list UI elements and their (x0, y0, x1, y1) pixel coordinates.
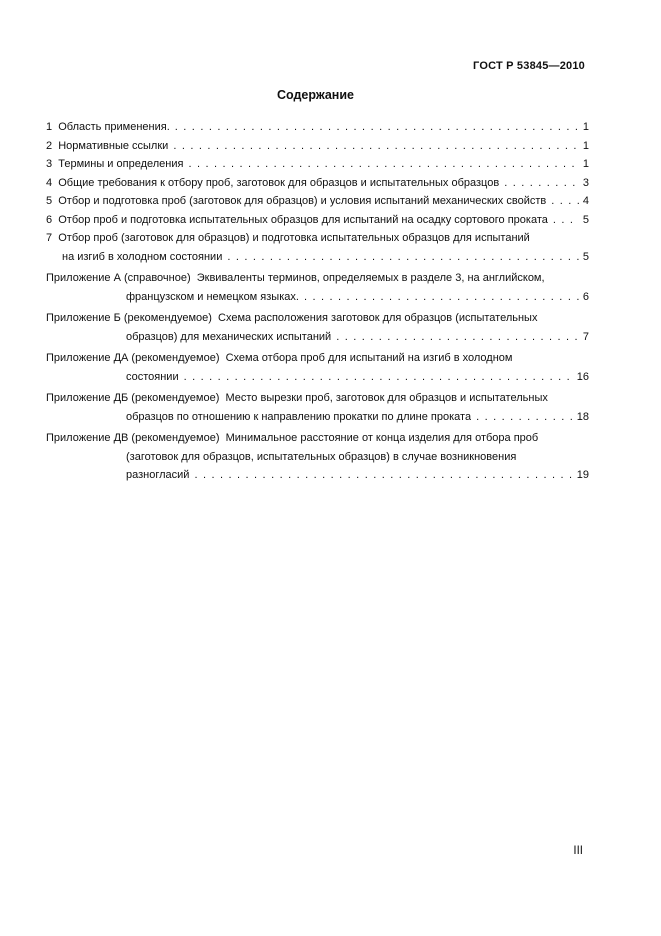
toc-entry (46, 118, 589, 137)
dot-leader (476, 408, 573, 427)
toc-entry-line (46, 349, 589, 368)
dot-leader (304, 288, 579, 307)
toc-entry-line (46, 192, 589, 211)
toc-entry-line (46, 408, 589, 427)
toc-entry-line (46, 155, 589, 174)
toc-entry (46, 174, 589, 193)
toc-entry-text: (заготовок для образцов, испытательных образцов) в случае возникновения (126, 450, 517, 463)
dot-leader (188, 155, 578, 174)
dot-leader (173, 137, 579, 156)
toc-entry (46, 155, 589, 174)
toc-entry-line (46, 389, 589, 408)
toc-entry-text: 1 Область применения. (46, 121, 170, 133)
toc-entry-text: 5 Отбор и подготовка проб (заготовок для образцов) и условия испытаний механических свойств (46, 195, 547, 207)
toc-entry-text: 6 Отбор проб и подготовка испытательных образцов для испытаний на осадку сортового проката (46, 213, 548, 226)
dot-leader (553, 211, 579, 230)
toc-entry-line (46, 288, 589, 307)
dot-leader (336, 328, 579, 347)
toc-entry (46, 309, 589, 346)
toc-entry-line (46, 328, 589, 347)
toc-entry-text: состоянии (126, 370, 179, 383)
toc-entry-line (46, 248, 589, 267)
dot-leader (551, 192, 579, 211)
toc-entry-line (46, 368, 589, 387)
toc-entry-line (46, 429, 589, 448)
toc-entry-line (46, 137, 589, 156)
toc-page-number: 16 (576, 370, 589, 383)
toc-entry-text: 7 Отбор проб (заготовок для образцов) и подготовка испытательных образцов для испытаний (46, 232, 530, 244)
table-of-contents (0, 118, 661, 485)
toc-entry-text: Приложение А (справочное) Эквиваленты терминов, определяемых в разделе 3, на английском, (46, 272, 545, 284)
toc-page-number: 4 (582, 195, 589, 207)
toc-entry-line (46, 229, 589, 248)
toc-page-number: 18 (576, 410, 589, 423)
toc-entry-line (46, 466, 589, 485)
toc-entry-text: на изгиб в холодном состоянии (62, 250, 223, 263)
toc-page-number: 5 (582, 213, 589, 226)
toc-entry-line (46, 211, 589, 230)
toc-entry-line (46, 269, 589, 288)
toc-entry-line (46, 448, 589, 467)
dot-leader (175, 118, 579, 137)
toc-entry-text: разногласий (126, 469, 190, 481)
toc-entry (46, 229, 589, 266)
toc-entry-text: Приложение ДА (рекомендуемое) Схема отбора проб для испытаний на изгиб в холодном (46, 352, 513, 364)
doc-number: ГОСТ Р 53845—2010 (473, 60, 585, 72)
toc-page-number: 19 (576, 469, 589, 481)
toc-entry-line (46, 309, 589, 328)
toc-entry-text: 4 Общие требования к отбору проб, заготовок для образцов и испытательных образцов (46, 176, 500, 189)
toc-entry-text: 2 Нормативные ссылки (46, 139, 169, 152)
footer-page-number: III (573, 845, 583, 857)
toc-entry (46, 192, 589, 211)
dot-leader (184, 368, 573, 387)
toc-page-number: 5 (582, 250, 589, 263)
toc-page-number: 1 (582, 158, 589, 170)
toc-entry (46, 349, 589, 386)
toc-entry (46, 389, 589, 426)
toc-entry-text: французском и немецком языках. (126, 290, 299, 303)
toc-page-number: 3 (582, 176, 589, 189)
toc-entry (46, 137, 589, 156)
toc-entry-text: Приложение ДБ (рекомендуемое) Место вырезки проб, заготовок для образцов и испытательных (46, 392, 548, 404)
dot-leader (194, 466, 572, 485)
toc-page-number: 7 (582, 330, 589, 343)
toc-entry (46, 211, 589, 230)
toc-entry-text: 3 Термины и определения (46, 158, 184, 170)
toc-entry-text: Приложение ДВ (рекомендуемое) Минимальное расстояние от конца изделия для отбора проб (46, 432, 539, 444)
toc-entry (46, 429, 589, 485)
toc-page-number: 1 (582, 139, 589, 152)
toc-entry (46, 269, 589, 306)
dot-leader (504, 174, 579, 193)
toc-entry-text: образцов) для механических испытаний (126, 330, 332, 343)
toc-entry-text: образцов по отношению к направлению прокатки по длине проката (126, 410, 472, 423)
toc-entry-line (46, 174, 589, 193)
toc-page-number: 6 (582, 290, 589, 303)
toc-page-number: 1 (582, 121, 589, 133)
toc-entry-text: Приложение Б (рекомендуемое) Схема расположения заготовок для образцов (испытательных (46, 312, 538, 324)
dot-leader (227, 248, 579, 267)
page-title: Содержание (276, 88, 354, 102)
toc-entry-line (46, 118, 589, 137)
